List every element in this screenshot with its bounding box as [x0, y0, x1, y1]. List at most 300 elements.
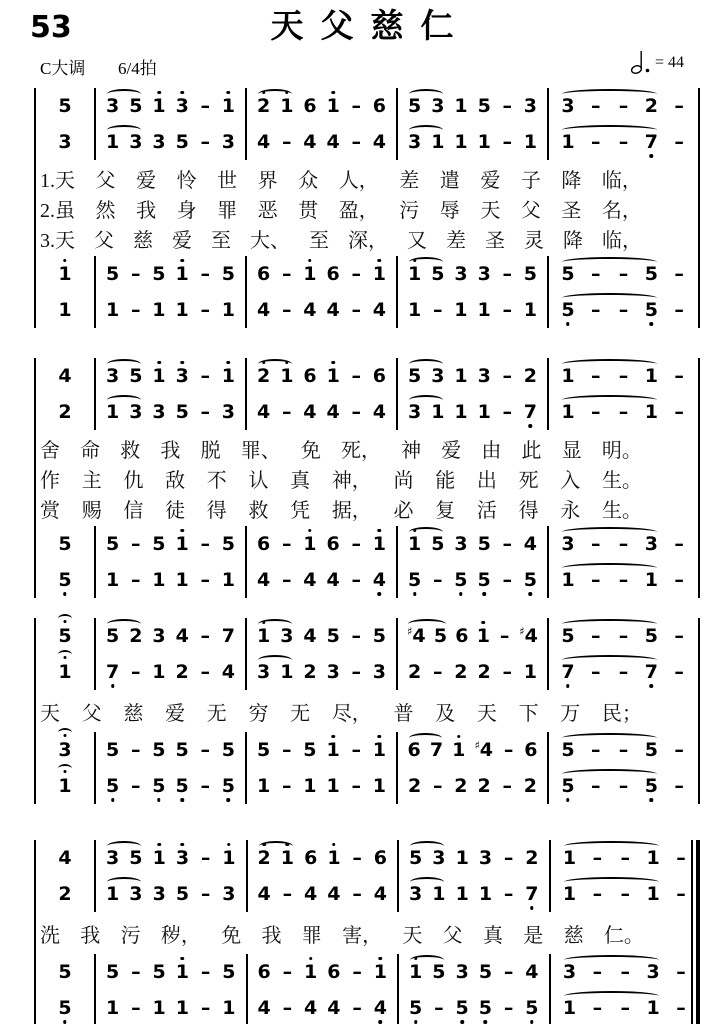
note: 1 [432, 882, 446, 905]
duration-dash: – [618, 94, 629, 117]
duration-dash: – [618, 298, 629, 321]
lyric-syllable: 由 [481, 439, 502, 462]
measure-column [245, 526, 396, 598]
note: 4 [257, 882, 271, 905]
duration-dash: – [591, 624, 601, 647]
lyrics-section [36, 690, 698, 732]
note: 3 [129, 130, 143, 153]
lyric-syllable: 天 [40, 702, 60, 725]
lyric-syllable: 至 [211, 229, 231, 252]
note: 1 [152, 660, 166, 683]
note: 1 [408, 265, 421, 284]
duration-dash: – [130, 298, 141, 321]
duration-dash: – [502, 568, 512, 591]
lyric-syllable: 降 [563, 229, 583, 252]
note-row [399, 876, 549, 912]
note: 1 [175, 568, 189, 591]
lyric-syllable: 死， [340, 439, 381, 462]
lyric-syllable: 2.虽 [40, 199, 75, 222]
duration-dash: – [351, 774, 361, 797]
measure-column [396, 88, 547, 160]
octave-dot-down [459, 592, 463, 596]
note: 3 [280, 624, 294, 647]
octave-dot-down [482, 592, 486, 596]
note: 1 [562, 996, 577, 1019]
note: 5 [326, 624, 340, 647]
lyric-syllable: 1.天 [40, 169, 75, 192]
tie-arc [562, 359, 657, 369]
note: 3 [646, 960, 660, 983]
note-row [398, 654, 547, 690]
note: 2 [644, 94, 658, 117]
note: 5 [221, 262, 235, 285]
lyric-syllable: 爱 [165, 702, 186, 725]
note: 1 [280, 660, 294, 683]
measure-column [94, 954, 246, 1024]
duration-dash: – [200, 996, 211, 1019]
duration-dash: – [674, 298, 684, 321]
duration-dash: – [502, 774, 512, 797]
pickup-column [36, 618, 94, 690]
duration-dash: – [281, 298, 292, 321]
measure-column [246, 954, 398, 1024]
note-row [549, 256, 698, 292]
note: 3 [152, 882, 166, 905]
note: 5 [58, 999, 71, 1018]
note: 5 [525, 999, 538, 1018]
duration-dash: – [618, 774, 629, 797]
octave-dot-up [457, 735, 461, 739]
note: 4 [303, 568, 317, 591]
duration-dash: – [352, 882, 362, 905]
note: 2 [408, 660, 422, 683]
note: 1 [152, 996, 166, 1019]
lyric-syllable: 我 [136, 199, 157, 222]
note: 2 [257, 367, 270, 386]
score-block [34, 618, 700, 804]
note: 5 [58, 532, 72, 555]
lyric-syllable: 民； [601, 702, 642, 725]
fermata-dot [63, 620, 66, 623]
note-row [398, 562, 547, 598]
note: 3 [644, 532, 658, 555]
note: 1 [644, 364, 658, 387]
lyrics-section [36, 430, 698, 526]
measure-column [245, 618, 396, 690]
lyric-syllable: 舍 [40, 439, 60, 462]
lyric-syllable: 入 [560, 469, 581, 492]
note: 1 [326, 774, 340, 797]
duration-dash: – [502, 364, 513, 387]
note: 5 [58, 627, 71, 646]
duration-dash: – [591, 532, 601, 555]
note-row [549, 732, 698, 768]
note: 1 [303, 535, 316, 554]
lyric-syllable: 脱 [200, 439, 221, 462]
lyric-syllable: 父 [94, 229, 114, 252]
duration-dash: – [502, 262, 513, 285]
note: 5 [58, 571, 71, 590]
duration-dash: – [432, 774, 443, 797]
note: 1 [646, 996, 660, 1019]
note-row [36, 876, 94, 912]
note-row [248, 954, 398, 990]
lyric-syllable: 下 [518, 702, 539, 725]
note: 5 [478, 960, 493, 983]
note: 3 [407, 400, 422, 423]
lyric-syllable: 怜 [176, 169, 197, 192]
duration-dash: – [352, 996, 362, 1019]
note: 5 [152, 777, 165, 796]
duration-dash: – [502, 298, 512, 321]
note: 5 [175, 738, 189, 761]
note: 1 [175, 996, 190, 1019]
note: 3 [106, 846, 120, 869]
note: 3 [58, 130, 72, 153]
note-row [549, 526, 698, 562]
note: 1 [304, 963, 317, 982]
duration-dash: – [618, 400, 629, 423]
lyric-syllable: 永 [560, 499, 581, 522]
note-row [36, 654, 94, 690]
note: 5 [431, 532, 445, 555]
octave-dot-up [227, 91, 231, 95]
note: 5 [152, 532, 166, 555]
note: 1 [455, 846, 469, 869]
note: 2 [258, 849, 271, 868]
note: 7 [561, 663, 574, 682]
duration-dash: – [503, 882, 514, 905]
voice-system [36, 256, 698, 328]
lyric-syllable: 我 [261, 924, 282, 947]
measure-column [245, 88, 396, 160]
score-block [34, 840, 700, 1024]
duration-dash: – [281, 738, 292, 761]
duration-dash: – [200, 960, 211, 983]
tie-arc [564, 955, 659, 965]
duration-dash: – [351, 660, 362, 683]
note-row [398, 292, 547, 328]
lyric-syllable: 子 [520, 169, 541, 192]
note-row [549, 654, 698, 690]
note-row [247, 768, 396, 804]
note: 3 [326, 660, 340, 683]
octave-dot-up [262, 843, 266, 847]
note: 4 [326, 568, 340, 591]
score-block [34, 88, 700, 328]
note: 3 [105, 364, 120, 387]
duration-dash: – [502, 400, 513, 423]
note: 3 [477, 262, 491, 285]
lyric-syllable: 慈 [563, 924, 584, 947]
octave-dot-up [482, 621, 486, 625]
duration-dash: – [200, 94, 211, 117]
note: 1 [221, 568, 235, 591]
note: 6 [257, 532, 271, 555]
lyric-syllable: 爱 [480, 169, 501, 192]
measure-column [547, 256, 698, 328]
note: 4 [257, 996, 271, 1019]
duration-dash: – [676, 960, 686, 983]
note-row [36, 768, 94, 804]
note: 6 [304, 846, 318, 869]
lyric-syllable: 及 [435, 702, 456, 725]
note: 1 [562, 846, 577, 869]
note: 1 [152, 367, 165, 386]
measure-column [94, 526, 245, 598]
note: 1 [523, 298, 537, 321]
octave-dot-up [157, 843, 161, 847]
duration-dash: – [200, 568, 210, 591]
note: 1 [408, 535, 421, 554]
note: 6 [455, 624, 469, 647]
octave-dot-up [308, 259, 312, 263]
note: 5 [524, 571, 537, 590]
lyric-syllable: 众 [298, 169, 319, 192]
note-row [36, 840, 94, 876]
lyric-line [36, 433, 698, 463]
note: 1 [153, 849, 166, 868]
duration-dash: – [503, 996, 514, 1019]
note-row [549, 292, 698, 328]
note-row [398, 618, 547, 654]
duration-dash: – [282, 960, 293, 983]
note: 1 [58, 663, 71, 682]
duration-dash: – [351, 94, 362, 117]
note: 1 [644, 400, 658, 423]
note: 1 [477, 400, 491, 423]
lyric-syllable: 父 [95, 169, 116, 192]
note-row [551, 954, 701, 990]
tie-arc [564, 877, 659, 887]
note-row [549, 88, 698, 124]
duration-dash: – [620, 846, 630, 869]
lyric-syllable: 天 [402, 924, 423, 947]
note: 5 [408, 571, 421, 590]
duration-dash: – [674, 774, 684, 797]
note: 1 [303, 774, 317, 797]
note: 1 [327, 849, 340, 868]
octave-dot-down [484, 1020, 488, 1024]
octave-dot-up [262, 91, 266, 95]
duration-dash: – [591, 568, 601, 591]
note: 2 [257, 97, 270, 116]
pickup-column [36, 954, 94, 1024]
duration-dash: – [591, 298, 601, 321]
note: 5 [175, 130, 189, 153]
duration-dash: – [592, 996, 603, 1019]
lyric-syllable: 无 [290, 702, 311, 725]
lyric-syllable: 名， [601, 199, 642, 222]
lyric-syllable: 得 [206, 499, 227, 522]
note: 1 [303, 265, 316, 284]
note: 1 [222, 97, 235, 116]
octave-dot-down [650, 684, 654, 688]
duration-dash: – [352, 960, 362, 983]
measure-column [547, 732, 698, 804]
note-row [96, 840, 246, 876]
note: 5 [561, 624, 575, 647]
note-row [96, 990, 246, 1024]
duration-dash: – [502, 532, 513, 555]
octave-dot-up [331, 735, 335, 739]
lyric-syllable: 免 [221, 924, 242, 947]
octave-dot-up [308, 529, 312, 533]
duration-dash: – [674, 130, 684, 153]
lyric-syllable: 得 [518, 499, 539, 522]
octave-dot-down [413, 592, 417, 596]
note: 3 [129, 882, 143, 905]
lyric-syllable: 害， [342, 924, 383, 947]
note: 1 [523, 130, 537, 153]
note-row [247, 88, 396, 124]
octave-dot-up [379, 957, 383, 961]
tie-arc [564, 991, 659, 1001]
octave-dot-up [262, 621, 266, 625]
note: 5 [407, 364, 422, 387]
octave-dot-down [650, 154, 654, 158]
note: 1 [373, 741, 386, 760]
note: 5 [152, 960, 166, 983]
octave-dot-up [378, 735, 382, 739]
note: 3 [105, 94, 120, 117]
note-row [398, 256, 547, 292]
note: 5 [644, 738, 658, 761]
lyric-syllable: 真 [290, 469, 311, 492]
note: 7 [524, 403, 537, 422]
note: 1 [561, 400, 575, 423]
octave-dot-up [157, 361, 161, 365]
lyric-syllable: 父 [442, 924, 463, 947]
note: 1 [477, 298, 491, 321]
measure-column [547, 618, 698, 690]
lyric-syllable: 差 [399, 169, 420, 192]
tie-arc [562, 733, 657, 743]
lyric-syllable: 主 [81, 469, 102, 492]
note: 5 [129, 364, 143, 387]
note: 6 [257, 960, 271, 983]
note: 1 [454, 94, 468, 117]
voice-system [36, 88, 698, 160]
duration-dash: – [620, 996, 630, 1019]
duration-dash: – [676, 996, 686, 1019]
note: 5 [561, 301, 574, 320]
note: 1 [454, 400, 468, 423]
duration-dash: – [352, 846, 362, 869]
lyric-line [36, 915, 700, 951]
note-row [248, 990, 398, 1024]
duration-dash: – [676, 846, 686, 869]
note-row [96, 88, 245, 124]
note: 4 [523, 532, 537, 555]
lyric-syllable: 仁。 [603, 924, 644, 947]
lyric-syllable: 免 [300, 439, 321, 462]
duration-dash: – [200, 130, 211, 153]
octave-dot-down [379, 1020, 383, 1024]
duration-dash: – [200, 882, 211, 905]
note: 4 [303, 624, 317, 647]
duration-dash: – [351, 364, 362, 387]
octave-dot-down [460, 1020, 464, 1024]
note: 6 [326, 532, 340, 555]
voice-system [36, 954, 700, 1024]
voice-system [36, 840, 700, 912]
octave-dot-up [331, 361, 335, 365]
note: 6 [373, 846, 387, 869]
note: ♯4 [474, 739, 494, 761]
measure-column [94, 256, 245, 328]
note: 4 [326, 298, 340, 321]
measure-column [549, 954, 701, 1024]
octave-dot-up [157, 91, 161, 95]
octave-dot-down [566, 798, 570, 802]
note: 1 [222, 367, 235, 386]
lyric-syllable: 作 [40, 469, 60, 492]
page-title: 天父慈仁 [270, 9, 471, 45]
note-row [551, 876, 701, 912]
note: 3 [372, 660, 386, 683]
note: 5 [175, 777, 188, 796]
note-row [549, 124, 698, 160]
note-row [36, 124, 94, 160]
octave-dot-up [331, 91, 335, 95]
note-row [549, 618, 698, 654]
note-row [399, 954, 549, 990]
measure-column [397, 840, 549, 912]
lyric-syllable: 贯 [298, 199, 319, 222]
voice-system [36, 732, 698, 804]
lyric-syllable: 认 [248, 469, 269, 492]
tie-arc [562, 395, 657, 405]
duration-dash: – [592, 846, 603, 869]
octave-dot-up [413, 259, 417, 263]
note: 3 [561, 94, 575, 117]
lyric-syllable: 是 [523, 924, 544, 947]
duration-dash: – [282, 882, 293, 905]
measure-column [396, 358, 547, 430]
octave-dot-up [181, 843, 185, 847]
measure-column [396, 256, 547, 328]
note: ♯4 [519, 625, 538, 647]
note: 1 [58, 265, 71, 284]
note: 7 [645, 663, 658, 682]
duration-dash: – [676, 882, 686, 905]
octave-dot-up [63, 259, 67, 263]
note: 4 [303, 996, 318, 1019]
duration-dash: – [200, 624, 211, 647]
note: 5 [561, 738, 575, 761]
lyric-syllable: 无 [206, 702, 227, 725]
note: 5 [479, 999, 492, 1018]
note: 1 [58, 298, 72, 321]
lyric-syllable: 救 [248, 499, 269, 522]
note-row [96, 292, 245, 328]
measure-column [549, 840, 701, 912]
duration-dash: – [351, 400, 361, 423]
duration-dash: – [674, 738, 684, 761]
note: 1 [646, 846, 660, 869]
note: 7 [221, 624, 235, 647]
note: 3 [152, 624, 166, 647]
note: 3 [221, 130, 235, 153]
note: 1 [175, 265, 188, 284]
note: 6 [326, 262, 340, 285]
duration-dash: – [130, 532, 141, 555]
lyric-syllable: 明。 [601, 439, 642, 462]
lyric-syllable: 天 [476, 702, 497, 725]
note: 5 [106, 532, 120, 555]
measure-column [397, 954, 549, 1024]
